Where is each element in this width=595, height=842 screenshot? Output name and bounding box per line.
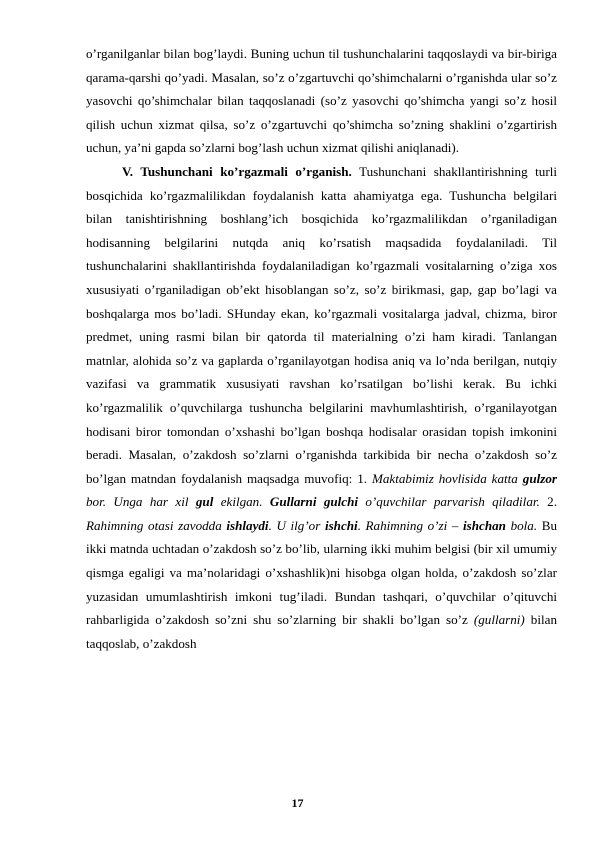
example-2-word-ishchi: ishchi (324, 517, 358, 533)
example-1-part-g: o’quvchilar parvarish qiladilar. (358, 494, 540, 510)
example-2-word-ishlaydi: ishlaydi (226, 517, 269, 533)
paragraph-2-body: Tushunchani shakllantirishning turli bosqichida ko’rgazmalilikdan foydalanish katta ahamiyatga ega. Tushuncha belgilari bilan tanishtirishning boshlang’ich bosqichida ko’rgazmalilikdan o’rganiladigan hodisanning belgilarini nutqda aniq ko’rsatish maqsadida foydalaniladi. Til tushunchalarini shakllantirishda foydalaniladigan ko’rgazmali vositalarning o’ziga xos xususiyati o’rganiladigan ob’ekt hisoblangan so’z, so’z birikmasi, gap, gap bo’lagi va boshqalarga mos bo’ladi. SHunday ekan, ko’rgazmali vositalarga jadval, chizma, biror predmet, uning rasmi bilan bir qatorda til materialning o’zi ham kiradi. Tanlangan matnlar, alohida so’z va gaplarda o’rganilayotgan hodisa aniq va lo’nda berilgan, nutqiy vazifasi va grammatik xususiyati ravshan ko’rsatilgan bo’lishi kerak. Bu ichki ko’rgazmalilik o’quvchilarga tushuncha belgilarini mavhumlashtirish, o’rganilayotgan hodisani biror tomondan o’xshashi bo’lgan boshqa hodisalar orasidan topish imkonini beradi. Masalan, o’zakdosh so’zlarni o’rganishda tarkibida bir necha o’zakdosh so’z bo’lgan matndan foydalanish maqsadga muvofiq: 1. (86, 163, 557, 486)
example-1-word-gullarni-gulchi: Gullarni gulchi (269, 494, 359, 510)
example-2-part-a: Rahimning otasi zavodda (86, 517, 227, 533)
example-2-part-e: . Rahimning o’zi – (357, 517, 464, 533)
example-word-gullarni: (gullarni) (473, 612, 525, 628)
example-1-part-e: ekilgan. (213, 494, 270, 510)
paragraph-1: o’rganilganlar bilan bog’laydi. Buning uchun til tushunchalarini taqqoslaydi va bir-biriga qarama-qarshi qo’yadi. Masalan, so’z o’zgartuvchi qo’shimchalarni o’rganishda ular so’z yasovchi qo’shimchalar bilan taqqoslanadi (so’z yasovchi qo’shimcha yangi so’z hosil qilish uchun xizmat qilsa, so’z o’zgartuvchi qo’shimcha so’zning shaklini o’zgartirish uchun, ya’ni gapda so’zlarni bog’lash uchun xizmat qilishi aniqlanadi). (86, 46, 557, 156)
section-heading: V. Tushunchani ko’rgazmali o’rganish. (122, 163, 352, 179)
example-2-word-ishchan: ishchan (463, 517, 506, 533)
paragraph-2-end: bilan taqqoslab, o’zakdosh (86, 612, 557, 651)
example-2-part-c: . U ilg’or (268, 517, 325, 533)
example-1-word-gulzor: gulzor (522, 470, 558, 486)
body-text (86, 42, 557, 655)
example-1-part-a: Maktabimiz hovlisida katta (371, 470, 523, 486)
example-2-part-g: bola. (505, 517, 538, 533)
paragraph-2 (86, 160, 557, 655)
example-2-number: 2. (539, 494, 557, 510)
example-1-part-c: bor. Unga har xil (86, 494, 196, 510)
page-number: 17 (291, 796, 304, 810)
paragraph-2-tail: Bu ikki matnda uchtadan o’zakdosh so’z bo’lib, ularning ikki muhim belgisi (bir xil umumiy qismga egaligi va ma’nolaridagi o’xshashlik)ni hisobga olgan holda, o’zakdosh so’zlar yuzasidan umumlashtirish imkoni tug’iladi. Bundan tashqari, o’quvchilar o’qituvchi rahbarligida o’zakdosh so’zni shu so’zlarning bir shakli bo’lgan so’z (86, 517, 558, 628)
example-1-word-gul: gul (195, 494, 214, 510)
